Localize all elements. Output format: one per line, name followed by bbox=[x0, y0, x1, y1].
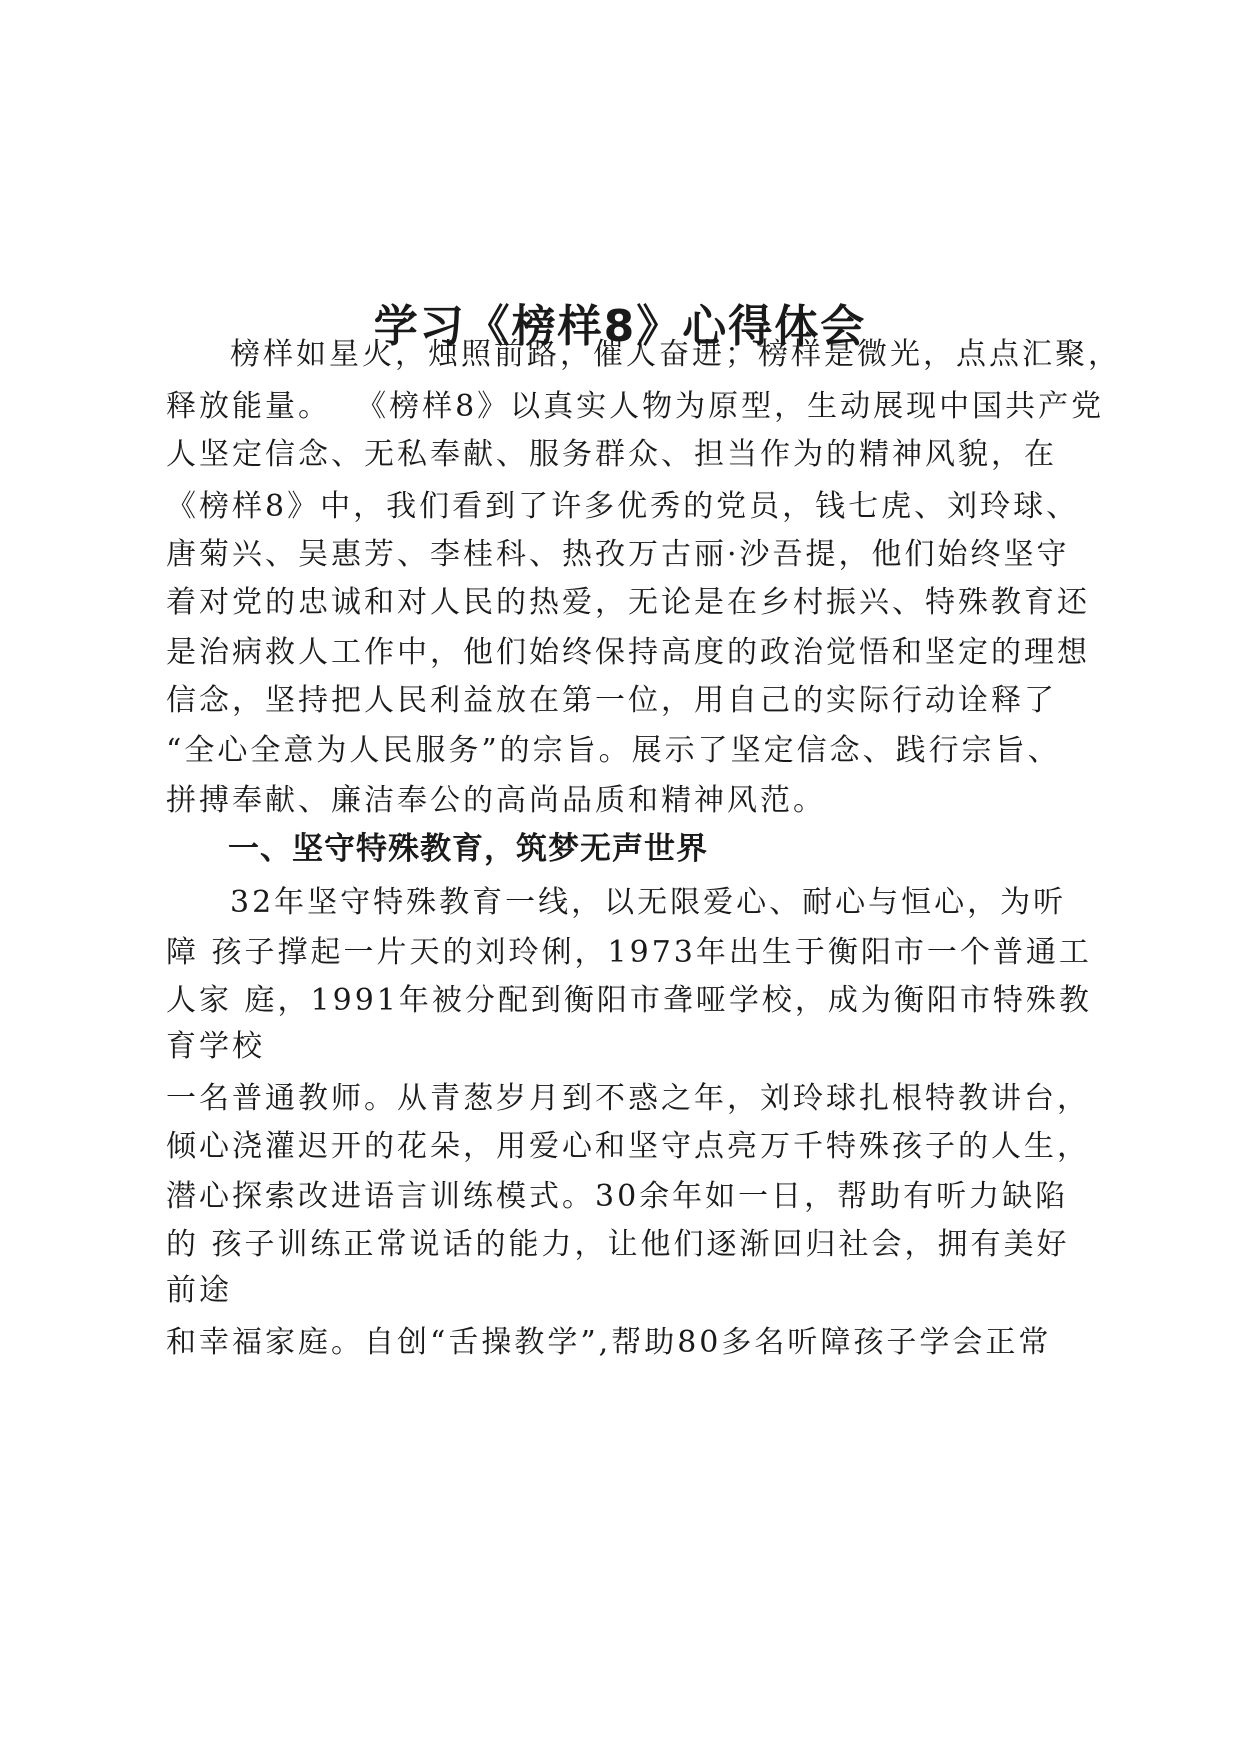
text-line: 拼搏奉献、廉洁奉公的高尚品质和精神风范。 bbox=[166, 783, 826, 818]
text-line: “全心全意为人民服务”的宗旨。展示了坚定信念、践行宗旨、 bbox=[166, 733, 1061, 768]
text-line: 和幸福家庭。自创“舌操教学”,帮助80多名听障孩子学会正常 bbox=[166, 1325, 1052, 1360]
text-line: 一名普通教师。从青葱岁月到不惑之年，刘玲球扎根特教讲台， bbox=[166, 1081, 1090, 1116]
text-line: 前途 bbox=[166, 1273, 232, 1308]
text-line: 榜样如星火，烛照前路，催人奋进；榜样是微光，点点汇聚， bbox=[230, 337, 1121, 372]
text-line: 人坚定信念、无私奉献、服务群众、担当作为的精神风貌，在 bbox=[166, 437, 1057, 472]
text-line: 育学校 bbox=[166, 1029, 265, 1064]
text-line: 释放能量。 《榜样8》以真实人物为原型，生动展现中国共产党 bbox=[166, 389, 1105, 424]
text-line: 《榜样8》中，我们看到了许多优秀的党员，钱七虎、刘玲球、 bbox=[166, 489, 1080, 524]
text-line: 倾心浇灌迟开的花朵，用爱心和坚守点亮万千特殊孩子的人生， bbox=[166, 1129, 1090, 1164]
text-line: 着对党的忠诚和对人民的热爱，无论是在乡村振兴、特殊教育还 bbox=[166, 585, 1090, 620]
text-line: 是治病救人工作中，他们始终保持高度的政治觉悟和坚定的理想 bbox=[166, 635, 1090, 670]
text-line: 32年坚守特殊教育一线，以无限爱心、耐心与恒心，为听 bbox=[230, 885, 1067, 920]
text-line: 的 孩子训练正常说话的能力，让他们逐渐回归社会，拥有美好 bbox=[166, 1227, 1070, 1262]
text-line: 障 孩子撑起一片天的刘玲俐，1973年出生于衡阳市一个普通工 bbox=[166, 935, 1092, 970]
text-line: 人家 庭，1991年被分配到衡阳市聋哑学校，成为衡阳市特殊教 bbox=[166, 983, 1092, 1018]
text-line: 信念，坚持把人民利益放在第一位，用自己的实际行动诠释了 bbox=[166, 683, 1057, 718]
section-heading: 一、坚守特殊教育，筑梦无声世界 bbox=[228, 831, 708, 867]
text-line: 潜心探索改进语言训练模式。30余年如一日，帮助有听力缺陷 bbox=[166, 1179, 1069, 1214]
text-line: 唐菊兴、吴惠芳、李桂科、热孜万古丽·沙吾提，他们始终坚守 bbox=[166, 537, 1070, 572]
document-title: 学习《榜样8》心得体会 bbox=[373, 301, 867, 352]
